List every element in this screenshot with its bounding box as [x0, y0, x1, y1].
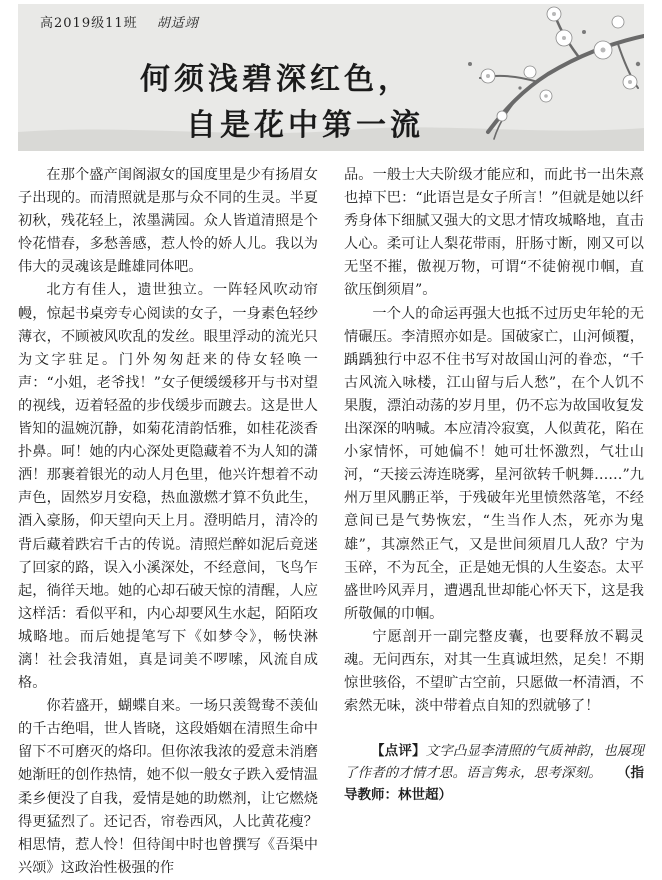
teacher-comment [344, 740, 644, 806]
teacher-credit: （指导教师：林世超） [344, 765, 644, 804]
right-column [344, 164, 644, 806]
comment-tag: 【点评】 [371, 743, 426, 760]
title-line-1: 何须浅碧深红色， [140, 62, 412, 97]
author-name: 胡适翊 [156, 16, 199, 31]
paragraph: 你若盛开，蝴蝶自来。一场只羡鸳鸯不羡仙的千古绝唱，世人皆晓，这段婚姻在清照生命中留下不可磨灭的烙印。但你浓我浓的爱意未消磨她渐旺的创作热情，她不似一般女子跌入爱情温柔乡便没了自我，爱情是她的助燃剂，让它燃烧得更猛烈了。还记否，帘卷西风，人比黄花瘦？相思情，惹人怜！但待闺中时也曾撰写《吾渠中兴颂》这政治性极强的作 [18, 698, 318, 876]
paragraph: 在那个盛产闺阁淑女的国度里是少有扬眉女子出现的。而清照就是那与众不同的生灵。半夏初秋，残花轻上，浓墨满园。众人皆道清照是个怜花惜春，多愁善感，惹人怜的娇人儿。我以为伟大的灵魂该是雌雄同体吧。 [18, 167, 318, 276]
paragraph: 北方有佳人，遗世独立。一阵轻风吹动帘幔，惊起书桌旁专心阅读的女子，一身素色轻纱薄衣，不顾被风吹乱的发丝。眼里浮动的流光只为文字驻足。门外匆匆赶来的侍女轻唤一声：“小姐，老爷找！”女子便缓缓移开与书对望的视线，迈着轻盈的步伐缓步而踱去。这是世人皆知的温婉沉静，如菊花清韵恬雅，如桂花淡香扑鼻。呵！她的内心深处更隐藏着不为人知的潇洒！那裹着银光的动人月色里，他兴许想着不动声色，固然岁月安稳，热血激燃才算不负此生，酒入豪肠，仰天望向天上月。澄明皓月，清冷的背后藏着跌宕千古的传说。清照烂醉如泥后竟迷了回家的路，误入小溪深处，不经意间，飞鸟乍起，徜徉天地。她的心却石破天惊的清醒，人应这样活：看似平和，内心却要风生水起，陌陌攻城略地。而后她提笔写下《如梦令》，畅快淋漓！社会我清姐，真是词美不啰嗦，风流自成格。 [18, 282, 318, 692]
byline [40, 12, 199, 31]
comment-text: 文字凸显李清照的气质神韵，也展现了作者的才情才思。语言隽永，思考深刻。 [344, 743, 645, 782]
paragraph-continued: 品。一般士大夫阶级才能应和，而此书一出朱熹也掉下巴：“此语岂是女子所言！”但就是她以纤秀身体下细腻又强大的文思才情攻城略地，直击人心。柔可让人梨花带雨，肝肠寸断，刚又可以无坚不摧，傲视万物，可谓“不徒俯视巾帼，直欲压倒须眉”。 [344, 167, 644, 299]
paragraph: 宁愿剖开一副完整皮囊，也要释放不羁灵魂。无问西东，对其一生真诚坦然，足矣！不期惊世骇俗，不望旷古空前，只愿做一杯清酒，不索然无味，淡中带着点自知的烈就够了！ [344, 628, 644, 715]
paragraph: 一个人的命运再强大也抵不过历史年轮的无情碾压。李清照亦如是。国破家亡，山河倾覆，踽踽独行中忍不住书写对故国山河的眷恋，“千古风流入咏楼，江山留与后人愁”，在个人饥不果腹，漂泊动荡的岁月里，仍不忘为故国收复发出深深的呐喊。本应清冷寂寞，人似黄花，陷在小家情怀，可她偏不！她可壮怀激烈，气壮山河，“天接云涛连晓雾，星河欲转千帆舞……”九州万里风鹏正举，于残破年光里愤然落笔，不经意间已是气势恢宏，“生当作人杰，死亦为鬼雄”，其凛然正气，又是世间须眉几人敌？宁为玉碎，不为瓦全，正是她无惧的人生姿态。太平盛世吟风弄月，遭遇乱世却能心怀天下，这是我所敬佩的巾帼。 [344, 305, 644, 622]
title-line-2: 自是花中第一流 [186, 108, 424, 143]
class-name: 高2019级11班 [40, 16, 138, 31]
header-banner [18, 4, 644, 151]
left-column [18, 164, 318, 880]
